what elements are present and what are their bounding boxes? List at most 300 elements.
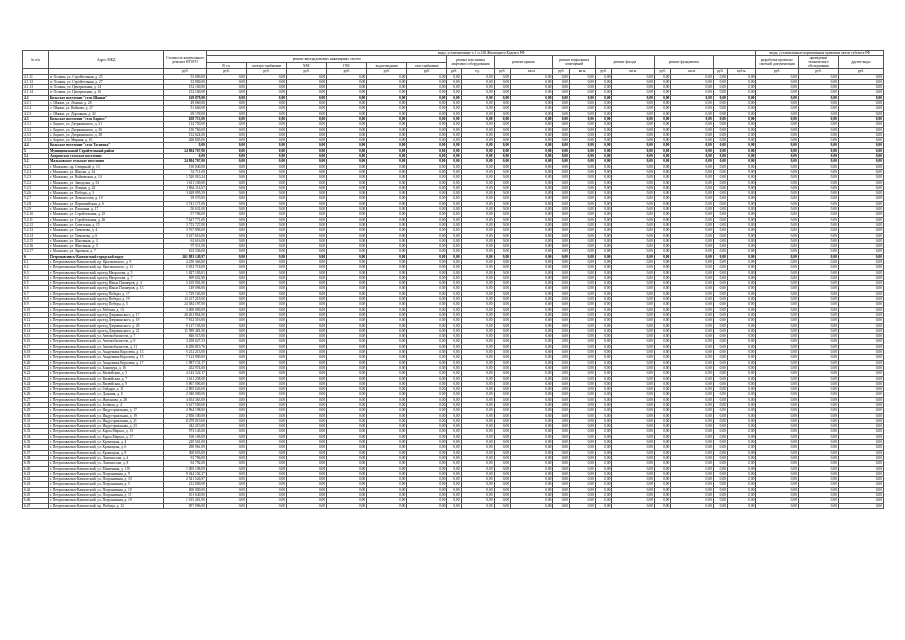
row-total: 2 964 198,00: [164, 408, 206, 413]
row-value: 0,00: [838, 487, 883, 492]
row-total: 342 210,00: [164, 424, 206, 429]
row-value: 0,00: [798, 207, 838, 212]
row-value: 0,00: [671, 440, 713, 445]
row-total: 150 840,00: [164, 164, 206, 169]
row-value: 0,00: [671, 159, 713, 164]
row-value: 0,00: [671, 169, 713, 174]
row-total: 2 541 526,97: [164, 477, 206, 482]
row-value: 0,00: [287, 238, 327, 243]
row-value: 0,00: [511, 477, 553, 482]
row-value: 0,00: [407, 381, 447, 386]
row-value: 0,00: [407, 434, 447, 439]
row-value: 0,00: [367, 154, 407, 159]
row-value: 0,00: [798, 143, 838, 148]
row-value: 0,00: [595, 270, 612, 275]
row-value: 0,00: [756, 450, 798, 455]
row-value: 0,00: [798, 408, 838, 413]
row-value: 0,00: [654, 143, 671, 148]
row-address: г. Мальково, ул. Школьная, д. 5: [48, 244, 164, 249]
row-value: 0,00: [447, 122, 461, 127]
row-total: 4 654 363,00: [164, 397, 206, 402]
row-value: 0,00: [671, 207, 713, 212]
row-total: 1 520 010,24: [164, 175, 206, 180]
row-value: 0,00: [206, 440, 246, 445]
row-number: 4.4: [23, 143, 49, 148]
row-value: 0,00: [756, 328, 798, 333]
row-value: 0,00: [553, 408, 570, 413]
row-value: 0,00: [511, 275, 553, 280]
row-value: 0,00: [798, 217, 838, 222]
row-value: 0,00: [713, 138, 727, 143]
row-value: 0,00: [206, 217, 246, 222]
row-value: 0,00: [511, 207, 553, 212]
row-value: 0,00: [569, 233, 595, 238]
row-value: 0,00: [461, 101, 494, 106]
row-value: 0,00: [713, 302, 727, 307]
row-value: 0,00: [838, 79, 883, 84]
row-value: 0,00: [494, 111, 511, 116]
row-value: 0,00: [727, 365, 755, 370]
row-address: г. Петропавловск-Камчатский, ул. Пограничная, д. 19: [48, 498, 164, 503]
row-value: 0,00: [367, 90, 407, 95]
row-value: 0,00: [838, 207, 883, 212]
row-value: 0,00: [612, 101, 654, 106]
row-value: 0,00: [553, 450, 570, 455]
row-value: 0,00: [407, 122, 447, 127]
row-value: 0,00: [671, 487, 713, 492]
row-value: 0,00: [367, 424, 407, 429]
row-value: 0,00: [511, 418, 553, 423]
row-number: 5.2.11: [23, 217, 49, 222]
federal-works-group-header: виды, установленные ч.1 ст.166 Жилищного Кодекса РФ: [206, 51, 756, 56]
row-value: 0,00: [798, 466, 838, 471]
row-value: 0,00: [327, 466, 367, 471]
row-value: 0,00: [727, 148, 755, 153]
row-value: 0,00: [327, 275, 367, 280]
cold-water-header: ХВС: [287, 62, 327, 69]
row-value: 0,00: [407, 90, 447, 95]
row-value: 0,00: [206, 403, 246, 408]
row-value: 0,00: [838, 116, 883, 121]
row-value: 0,00: [756, 95, 798, 100]
row-value: 0,00: [447, 185, 461, 190]
row-value: 0,00: [247, 148, 287, 153]
row-total: 24 804 767,00: [164, 148, 206, 153]
row-value: 0,00: [654, 265, 671, 270]
row-number: 4.2.3: [23, 111, 49, 116]
row-value: 0,00: [447, 286, 461, 291]
row-value: 0,00: [407, 191, 447, 196]
row-value: 0,00: [367, 281, 407, 286]
row-value: 0,00: [327, 482, 367, 487]
row-value: 0,00: [756, 482, 798, 487]
row-value: 0,00: [595, 291, 612, 296]
row-value: 0,00: [553, 74, 570, 79]
row-value: 0,00: [798, 238, 838, 243]
row-value: 0,00: [247, 217, 287, 222]
row-value: 0,00: [838, 334, 883, 339]
row-value: 0,00: [327, 328, 367, 333]
row-address: г. Мальково, ул. Ломоносова, д. 10: [48, 196, 164, 201]
row-value: 0,00: [727, 180, 755, 185]
row-number: 6.46: [23, 498, 49, 503]
row-value: 0,00: [713, 259, 727, 264]
row-value: 0,00: [287, 265, 327, 270]
row-value: 0,00: [494, 265, 511, 270]
row-value: 0,00: [367, 254, 407, 259]
row-value: 0,00: [654, 487, 671, 492]
row-value: 0,00: [407, 397, 447, 402]
row-value: 0,00: [654, 355, 671, 360]
row-value: 0,00: [713, 169, 727, 174]
row-total: 452 974,00: [164, 365, 206, 370]
row-value: 0,00: [595, 334, 612, 339]
row-value: 0,00: [511, 434, 553, 439]
row-value: 0,00: [838, 408, 883, 413]
row-value: 0,00: [756, 127, 798, 132]
row-number: 6.13: [23, 323, 49, 328]
row-value: 0,00: [612, 259, 654, 264]
row-value: 0,00: [595, 440, 612, 445]
row-value: 0,00: [247, 132, 287, 137]
row-value: 0,00: [569, 148, 595, 153]
row-total: 3 458 627,33: [164, 339, 206, 344]
row-value: 0,00: [461, 238, 494, 243]
row-value: 0,00: [407, 180, 447, 185]
row-value: 0,00: [569, 270, 595, 275]
row-value: 0,00: [713, 122, 727, 127]
row-value: 0,00: [367, 265, 407, 270]
row-value: 0,00: [461, 339, 494, 344]
row-value: 0,00: [798, 424, 838, 429]
row-value: 0,00: [206, 233, 246, 238]
row-value: 0,00: [494, 371, 511, 376]
row-value: 0,00: [367, 493, 407, 498]
heating-header: водоотведение: [367, 62, 407, 69]
row-value: 0,00: [327, 265, 367, 270]
row-value: 0,00: [838, 397, 883, 402]
row-value: 0,00: [713, 111, 727, 116]
row-value: 0,00: [511, 498, 553, 503]
roof-header: ремонт крыши: [494, 56, 553, 69]
row-value: 0,00: [553, 143, 570, 148]
row-value: 0,00: [553, 413, 570, 418]
row-value: 0,00: [727, 79, 755, 84]
other-works-header: другие виды: [838, 56, 883, 69]
row-value: 0,00: [327, 503, 367, 508]
row-value: 0,00: [838, 350, 883, 355]
row-value: 0,00: [494, 445, 511, 450]
row-value: 0,00: [511, 376, 553, 381]
row-number: 6.44: [23, 487, 49, 492]
row-number: 5.2.9: [23, 207, 49, 212]
row-value: 0,00: [247, 233, 287, 238]
row-value: 0,00: [206, 482, 246, 487]
row-value: 0,00: [595, 471, 612, 476]
row-value: 0,00: [654, 111, 671, 116]
unit-cell: кв.м.: [569, 69, 595, 74]
row-value: 0,00: [798, 318, 838, 323]
row-total: 5 617 500,00: [164, 403, 206, 408]
row-value: 0,00: [756, 403, 798, 408]
row-value: 0,00: [727, 85, 755, 90]
row-value: 0,00: [327, 281, 367, 286]
row-value: 0,00: [756, 493, 798, 498]
row-value: 0,00: [595, 175, 612, 180]
row-value: 0,00: [595, 85, 612, 90]
row-value: 0,00: [407, 259, 447, 264]
row-value: 0,00: [727, 249, 755, 254]
row-value: 0,00: [727, 503, 755, 508]
row-value: 0,00: [654, 106, 671, 111]
row-value: 0,00: [798, 159, 838, 164]
row-value: 0,00: [287, 233, 327, 238]
row-value: 0,00: [654, 159, 671, 164]
row-value: 0,00: [447, 254, 461, 259]
row-address: г. Петропавловск-Камчатский, ул. Вилюйская, д. 7: [48, 376, 164, 381]
row-value: 0,00: [838, 434, 883, 439]
row-value: 0,00: [206, 180, 246, 185]
row-number: 6.42: [23, 477, 49, 482]
row-value: 0,00: [595, 286, 612, 291]
row-value: 0,00: [671, 445, 713, 450]
row-value: 0,00: [327, 85, 367, 90]
row-value: 0,00: [511, 222, 553, 227]
row-value: 0,00: [247, 466, 287, 471]
row-value: 0,00: [713, 291, 727, 296]
row-value: 0,00: [407, 339, 447, 344]
row-value: 0,00: [327, 455, 367, 460]
row-value: 0,00: [612, 450, 654, 455]
row-value: 0,00: [206, 127, 246, 132]
row-value: 0,00: [206, 307, 246, 312]
row-value: 0,00: [327, 350, 367, 355]
row-value: 0,00: [654, 191, 671, 196]
row-value: 0,00: [595, 418, 612, 423]
row-value: 0,00: [407, 233, 447, 238]
row-value: 0,00: [671, 466, 713, 471]
row-value: 0,00: [461, 175, 494, 180]
row-value: 0,00: [713, 424, 727, 429]
row-value: 0,00: [612, 212, 654, 217]
row-value: 0,00: [798, 302, 838, 307]
row-value: 0,00: [287, 440, 327, 445]
row-value: 0,00: [612, 360, 654, 365]
row-value: 0,00: [798, 371, 838, 376]
row-value: 0,00: [654, 127, 671, 132]
row-value: 0,00: [569, 455, 595, 460]
row-value: 0,00: [511, 169, 553, 174]
row-value: 0,00: [595, 387, 612, 392]
row-value: 0,00: [569, 493, 595, 498]
row-value: 0,00: [287, 85, 327, 90]
row-value: 0,00: [553, 217, 570, 222]
row-value: 0,00: [327, 312, 367, 317]
row-value: 0,00: [494, 450, 511, 455]
row-value: 0,00: [756, 387, 798, 392]
row-value: 0,00: [671, 376, 713, 381]
row-value: 0,00: [713, 116, 727, 121]
row-value: 0,00: [206, 365, 246, 370]
row-value: 0,00: [654, 207, 671, 212]
row-value: 0,00: [287, 334, 327, 339]
row-value: 0,00: [247, 445, 287, 450]
row-value: 0,00: [671, 344, 713, 349]
row-value: 0,00: [654, 424, 671, 429]
row-value: 0,00: [447, 371, 461, 376]
row-value: 0,00: [367, 312, 407, 317]
row-value: 0,00: [247, 503, 287, 508]
row-value: 0,00: [595, 403, 612, 408]
row-value: 0,00: [569, 445, 595, 450]
row-value: 0,00: [569, 503, 595, 508]
foundation-header: ремонт фундамента: [654, 56, 713, 69]
row-address: п. Осокин, ул. Центральная, д. 14: [48, 85, 164, 90]
row-total: 149 696,00: [164, 286, 206, 291]
unit-cell: руб.: [447, 69, 461, 74]
row-value: 0,00: [671, 397, 713, 402]
row-value: 0,00: [511, 360, 553, 365]
row-total: 50 631,00: [164, 207, 206, 212]
row-value: 0,00: [553, 323, 570, 328]
row-value: 0,00: [569, 482, 595, 487]
row-value: 0,00: [327, 138, 367, 143]
row-value: 0,00: [756, 90, 798, 95]
row-value: 0,00: [553, 138, 570, 143]
row-total: 8 127 103,00: [164, 323, 206, 328]
row-value: 0,00: [727, 106, 755, 111]
row-value: 0,00: [798, 477, 838, 482]
row-value: 0,00: [727, 466, 755, 471]
unit-cell: руб.: [494, 69, 511, 74]
row-value: 0,00: [756, 122, 798, 127]
row-value: 0,00: [287, 461, 327, 466]
row-value: 0,00: [206, 222, 246, 227]
row-value: 0,00: [612, 275, 654, 280]
row-value: 0,00: [713, 413, 727, 418]
row-value: 0,00: [838, 286, 883, 291]
hot-water-header: ГВС: [327, 62, 367, 69]
row-value: 0,00: [461, 397, 494, 402]
row-value: 0,00: [612, 302, 654, 307]
row-value: 0,00: [287, 270, 327, 275]
row-value: 0,00: [569, 466, 595, 471]
row-value: 0,00: [447, 169, 461, 174]
row-value: 0,00: [461, 376, 494, 381]
row-value: 0,00: [367, 339, 407, 344]
row-value: 0,00: [713, 360, 727, 365]
row-value: 0,00: [569, 127, 595, 132]
row-value: 0,00: [654, 228, 671, 233]
row-value: 0,00: [595, 127, 612, 132]
row-value: 0,00: [838, 249, 883, 254]
row-value: 0,00: [595, 111, 612, 116]
row-value: 0,00: [494, 212, 511, 217]
row-value: 0,00: [654, 466, 671, 471]
row-value: 0,00: [756, 466, 798, 471]
row-address: г. Петропавловск-Камчатский, ул. Пограничная, д. 9: [48, 471, 164, 476]
row-value: 0,00: [327, 339, 367, 344]
row-value: 0,00: [553, 493, 570, 498]
row-value: 0,00: [713, 445, 727, 450]
row-value: 0,00: [654, 249, 671, 254]
row-value: 0,00: [756, 244, 798, 249]
row-value: 0,00: [447, 323, 461, 328]
row-value: 0,00: [407, 148, 447, 153]
row-value: 0,00: [838, 122, 883, 127]
row-value: 0,00: [511, 371, 553, 376]
row-value: 0,00: [206, 339, 246, 344]
row-value: 0,00: [553, 461, 570, 466]
row-value: 0,00: [798, 212, 838, 217]
row-value: 0,00: [511, 461, 553, 466]
row-value: 0,00: [407, 387, 447, 392]
row-value: 0,00: [447, 355, 461, 360]
row-address: г. Петропавловск-Камчатский, проезд Матросова, д. 7: [48, 275, 164, 280]
row-total: 59 570,00: [164, 196, 206, 201]
row-value: 0,00: [327, 434, 367, 439]
row-value: 0,00: [727, 222, 755, 227]
row-value: 0,00: [327, 371, 367, 376]
row-value: 0,00: [367, 233, 407, 238]
row-number: 6.41: [23, 471, 49, 476]
row-total: 5 867 006,00: [164, 381, 206, 386]
row-number: 5.2.5: [23, 185, 49, 190]
row-value: 0,00: [612, 122, 654, 127]
row-value: 0,00: [727, 217, 755, 222]
row-number: 6.29: [23, 408, 49, 413]
row-value: 0,00: [612, 455, 654, 460]
row-value: 0,00: [612, 312, 654, 317]
row-value: 0,00: [367, 116, 407, 121]
row-number: 6.26: [23, 392, 49, 397]
row-value: 0,00: [206, 106, 246, 111]
row-value: 0,00: [727, 138, 755, 143]
row-total: 0,00: [164, 143, 206, 148]
row-value: 0,00: [838, 90, 883, 95]
row-value: 0,00: [595, 217, 612, 222]
row-value: 0,00: [654, 498, 671, 503]
row-value: 0,00: [461, 291, 494, 296]
row-value: 0,00: [798, 275, 838, 280]
row-value: 0,00: [367, 371, 407, 376]
row-value: 0,00: [671, 418, 713, 423]
row-value: 0,00: [461, 381, 494, 386]
row-value: 0,00: [287, 244, 327, 249]
col-no-header: № п/п: [23, 51, 49, 69]
row-value: 0,00: [838, 138, 883, 143]
unit-cell: руб.: [595, 69, 612, 74]
row-value: 0,00: [756, 434, 798, 439]
row-value: 0,00: [494, 249, 511, 254]
row-value: 0,00: [671, 281, 713, 286]
row-value: 0,00: [461, 387, 494, 392]
row-value: 0,00: [206, 275, 246, 280]
row-address: с. Шапки, ул. Ленина, д. 26: [48, 101, 164, 106]
row-value: 0,00: [367, 429, 407, 434]
row-value: 0,00: [461, 132, 494, 137]
row-value: 0,00: [612, 191, 654, 196]
row-value: 0,00: [461, 498, 494, 503]
row-number: 4.1.13: [23, 85, 49, 90]
row-value: 0,00: [798, 307, 838, 312]
col-address-header: Адрес МКД: [48, 51, 164, 69]
row-total: 212 000,00: [164, 482, 206, 487]
row-value: 0,00: [713, 503, 727, 508]
row-value: 0,00: [569, 207, 595, 212]
row-value: 0,00: [494, 228, 511, 233]
row-value: 0,00: [595, 392, 612, 397]
